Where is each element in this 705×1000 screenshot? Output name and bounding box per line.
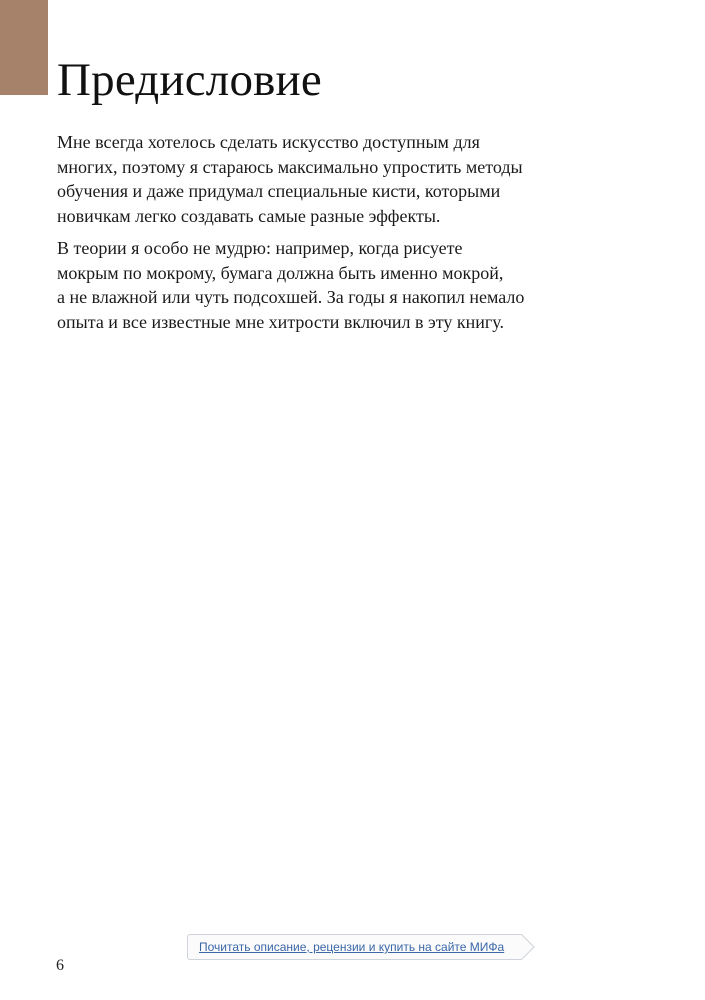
text-line: опыта и все известные мне хитрости включил в эту книгу.	[57, 311, 504, 332]
text-line: В теории я особо не мудрю: например, когда рисуете	[57, 238, 463, 258]
text-line: а не влажной или чуть подсохшей. За годы я накопил немало	[57, 287, 525, 307]
mif-promo-link[interactable]	[187, 934, 522, 960]
paragraph-1	[57, 130, 617, 228]
page-number: 6	[56, 957, 64, 974]
text-line: Мне всегда хотелось сделать искусство доступным для	[57, 132, 480, 152]
body-text	[57, 130, 617, 342]
text-line: новичкам легко создавать самые разные эффекты.	[57, 205, 441, 226]
page-title: Предисловие	[57, 54, 322, 106]
paragraph-2	[57, 236, 617, 334]
arrow-pointer-icon	[509, 934, 534, 959]
text-line: многих, поэтому я стараюсь максимально упростить методы	[57, 156, 523, 177]
corner-accent-block	[0, 0, 48, 95]
text-line: обучения и даже придумал специальные кисти, которыми	[57, 181, 501, 201]
text-line: мокрым по мокрому, бумага должна быть именно мокрой,	[57, 262, 504, 283]
promo-link-text: Почитать описание, рецензии и купить на сайте МИФа	[199, 940, 505, 954]
